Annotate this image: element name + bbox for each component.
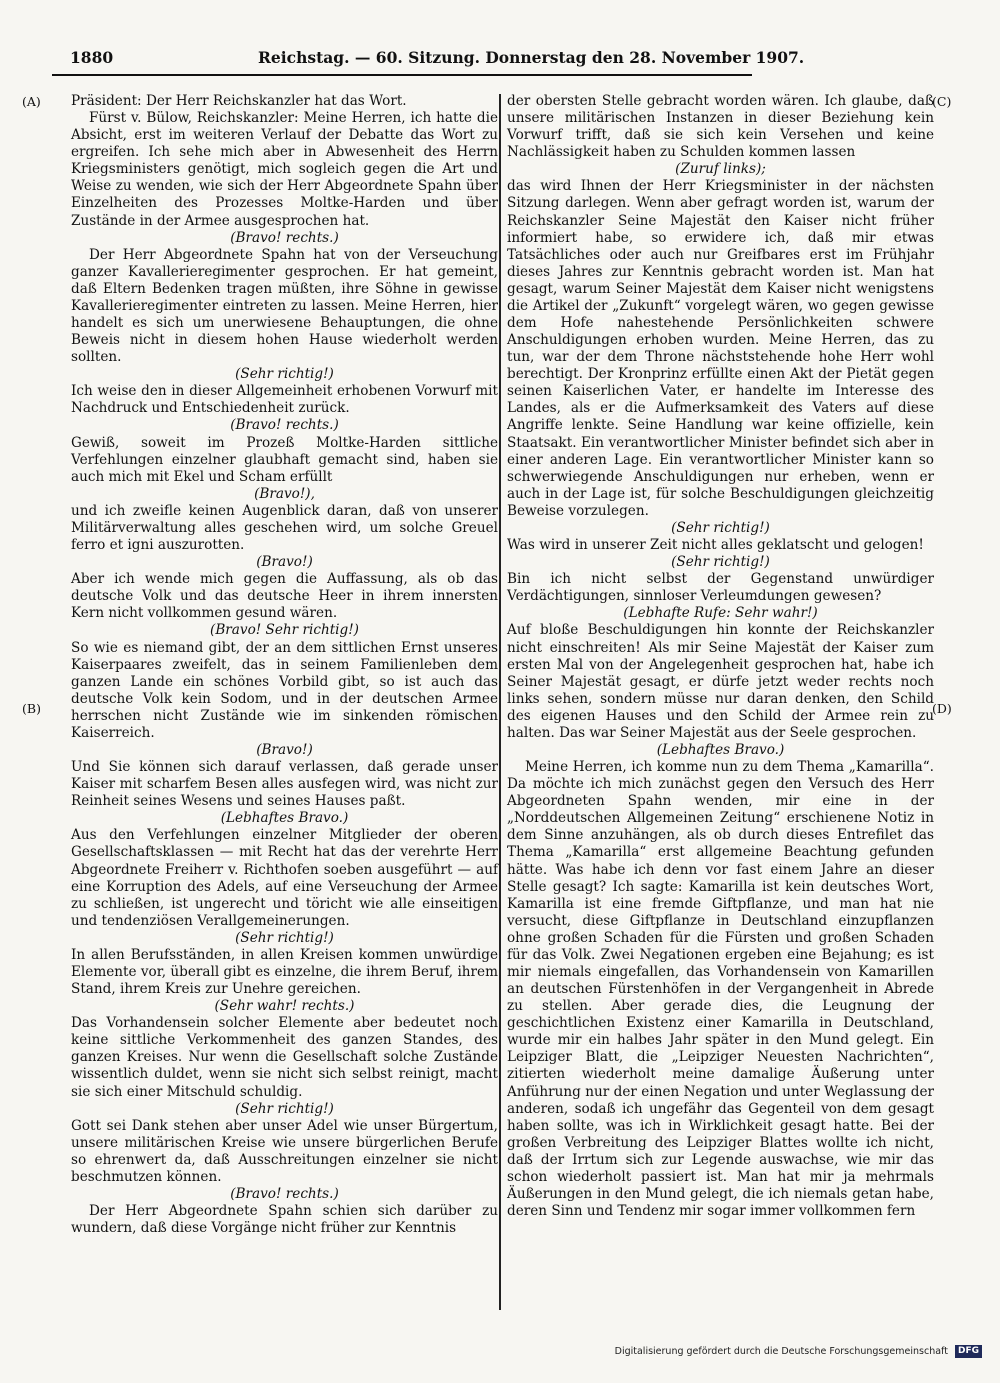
interjection: (Sehr richtig!) (235, 929, 334, 946)
paragraph: Auf bloße Beschuldigungen hin konnte der Reichskanzler nicht einschreiten! Als mir Seine Majestät der Kaiser zum ersten Mal von der Angelegenheit gesprochen hat, habe ich Seiner Majestät gesagt, er dürfe jetzt weder rechts noch links sehen, sondern müsse nur daran denken, den Schild des eigenen Hauses und den Schild der Armee rein zu halten. Das war Seiner Majestät aus der Seele gesprochen. (507, 622, 934, 741)
paragraph: Gott sei Dank stehen aber unser Adel wie unser Bürgertum, unsere militärischen Kreise wie unsere bürgerlichen Berufe so ehrenwert da, daß Ausschreitungen einzelner sie nicht beschmutzen können. (71, 1117, 498, 1185)
footer-text: Digitalisierung gefördert durch die Deutsche Forschungsgemeinschaft (614, 1346, 948, 1357)
paragraph: Der Herr Abgeordnete Spahn hat von der Verseuchung ganzer Kavallerieregimenter gesprochen. Er hat gemeint, daß Eltern Bedenken tragen müßten, ihre Söhne in gewisse Kavallerieregimenter eintreten zu lassen. Meine Herren, hier handelt es sich um unerwiesene Behauptungen, die ohne Beweis nicht in diesem hohen Hause wiederholt werden sollten. (71, 246, 498, 366)
paragraph: Der Herr Abgeordnete Spahn schien sich darüber zu wundern, daß diese Vorgänge nicht früher zur Kenntnis (71, 1203, 498, 1237)
interjection: (Sehr richtig!) (235, 366, 334, 383)
left-column (71, 93, 498, 1237)
paragraph: das wird Ihnen der Herr Kriegsminister in der nächsten Sitzung darlegen. Wenn aber gefragt worden ist, warum der Reichskanzler Seine Majestät den Kaiser nicht früher informiert habe, so erwidere ich, daß mir etwas Tatsächliches oder auch nur Greifbares erst im Frühjahr dieses Jahres zur Kenntnis gebracht worden ist. Man hat gesagt, warum Seiner Majestät dem Kaiser nicht wenigstens die Artikel der „Zukunft“ vorgelegt wären, wo gegen gewisse dem Hofe nahestehende Persönlichkeiten schwere Anschuldigungen erhoben wurden. Meine Herren, das zu tun, war der dem Throne nächststehende hohe Herr wohl berechtigt. Der Kronprinz erfüllte einen Akt der Pietät gegen seinen Kaiserlichen Vater, er handelte im Interesse des Landes, als er die Aufmerksamkeit des Vaters auf diese Angriffe lenkte. Seine Handlung war keine offizielle, kein Staatsakt. Ein verantwortlicher Minister befindet sich aber in einer anderen Lage. Ein verantwortlicher Minister kann so schwerwiegende Anschuldigungen nur erheben, wenn er auch in der Lage ist, für solche Beschuldigungen gleichzeitig Beweise vorzulegen. (507, 178, 934, 519)
footer (615, 1343, 982, 1361)
paragraph: In allen Berufsständen, in allen Kreisen kommen unwürdige Elemente vor, überall gibt es einzelne, die ihrem Beruf, ihrem Stand, ihrem Kreis zur Unehre gereichen. (71, 946, 498, 998)
paragraph: Und Sie können sich darauf verlassen, daß gerade unser Kaiser mit scharfem Besen alles ausfegen wird, was nicht zur Reinheit seines Wesens und seines Hauses paßt. (71, 759, 498, 810)
marker-c: (C) (932, 94, 952, 109)
right-column (507, 93, 934, 1220)
interjection: (Bravo! rechts.) (230, 1186, 339, 1202)
paragraph: Das Vorhandensein solcher Elemente aber bedeutet noch keine sittliche Verkommenheit des ganzen Standes, des ganzen Kreises. Nur wenn die Gesellschaft solche Zustände wissentlich duldet, wenn sie nicht sich selbst reinigt, macht sie sich einer Mitschuld schuldig. (71, 1015, 498, 1100)
interjection: (Bravo!) (256, 741, 313, 758)
interjection: (Bravo! rechts.) (230, 417, 339, 434)
interjection: (Bravo! rechts.) (230, 229, 339, 246)
header-rule (52, 74, 752, 76)
dfg-logo-icon[interactable]: DFG (955, 1345, 982, 1358)
interjection: (Sehr richtig!) (671, 554, 770, 571)
interjection: (Lebhafte Rufe: Sehr wahr!) (623, 605, 818, 622)
interjection: (Sehr richtig!) (671, 519, 770, 536)
marker-a: (A) (22, 94, 41, 109)
paragraph: und ich zweifle keinen Augenblick daran, daß von unserer Militärverwaltung alles geschehen wird, um solche Greuel ferro et igni auszurotten. (71, 502, 498, 554)
marker-d: (D) (932, 701, 952, 716)
interjection: (Lebhaftes Bravo.) (220, 810, 349, 827)
paragraph: Präsident: Der Herr Reichskanzler hat das Wort. (71, 93, 407, 109)
interjection: (Sehr richtig!) (235, 1100, 334, 1117)
paragraph: der obersten Stelle gebracht worden wären. Ich glaube, daß unsere militärischen Instanzen in dieser Beziehung kein Vorwurf trifft, daß sie sich kein Versehen und keine Nachlässigkeit haben zu Schulden kommen lassen (507, 93, 934, 161)
paragraph: Fürst v. Bülow, Reichskanzler: Meine Herren, ich hatte die Absicht, erst im weiteren Verlauf der Debatte das Wort zu ergreifen. Ich sehe mich aber in Abwesenheit des Herrn Kriegsministers genötigt, mich sogleich gegen die Art und Weise zu wenden, wie sich der Herr Abgeordnete Spahn über Einzelheiten des Prozesses Moltke-Harden und über Zustände in der Armee ausgesprochen hat. (71, 110, 498, 229)
paragraph: Bin ich nicht selbst der Gegenstand unwürdiger Verdächtigungen, sinnloser Verleumdungen gewesen? (507, 571, 934, 605)
interjection: (Zuruf links); (675, 161, 766, 178)
page-number: 1880 (70, 48, 114, 67)
column-divider (499, 94, 501, 1310)
interjection: (Lebhaftes Bravo.) (656, 741, 785, 758)
paragraph: Aber ich wende mich gegen die Auffassung, als ob das deutsche Volk und das deutsche Heer in ihrem innersten Kern nicht vollkommen gesund wären. (71, 571, 498, 622)
interjection: (Sehr wahr! rechts.) (214, 998, 355, 1015)
interjection: (Bravo! Sehr richtig!) (210, 622, 359, 639)
interjection: (Bravo!), (254, 485, 315, 502)
page-header (70, 46, 805, 70)
paragraph: Gewiß, soweit im Prozeß Moltke-Harden sittliche Verfehlungen einzelner glaubhaft gemacht sind, haben sie auch mich mit Ekel und Scham erfüllt (71, 434, 498, 485)
paragraph: Meine Herren, ich komme nun zu dem Thema „Kamarilla“. Da möchte ich mich zunächst gegen den Versuch des Herr Abgeordneten Spahn wenden, mir eine in der „Norddeutschen Allgemeinen Zeitung“ erschienene Notiz in dem Sinne anzuhängen, als ob durch dieses Entrefilet das Thema „Kamarilla“ erst allgemeine Beachtung gefunden hätte. Was habe ich denn vor fast einem Jahre an dieser Stelle gesagt? Ich sagte: Kamarilla ist kein deutsches Wort, Kamarilla ist eine fremde Giftpflanze, und man hat nie versucht, diese Giftpflanze in Deutschland einzupflanzen ohne großen Schaden für die Fürsten und großen Schaden für das Volk. Zwei Negationen ergeben eine Bejahung; es ist mir niemals eingefallen, das Vorhandensein von Kamarillen an deutschen Fürstenhöfen in der Vergangenheit in Abrede zu stellen. Aber gerade dies, die Leugnung der geschichtlichen Existenz einer Kamarilla in Deutschland, wurde mir ein halbes Jahr später in den Mund gelegt. Ein Leipziger Blatt, die „Leipziger Neuesten Nachrichten“, zitierten wiederholt meine damalige Äußerung unter Anführung nur der einen Negation und unter Weglassung der anderen, sodaß ich ungefähr das Gegenteil von dem gesagt haben sollte, was ich in Wirklichkeit gesagt hatte. Bei der großen Verbreitung des Leipziger Blattes wollte ich nicht, daß der Irrtum sich zur Legende auswachse, wie mir das schon wiederholt passiert ist. Man hat mir ja mehrmals Äußerungen in den Mund gelegt, die ich niemals getan habe, deren Sinn und Tendenz mir sogar immer vollkommen fern (507, 759, 934, 1220)
marker-b: (B) (22, 701, 41, 716)
paragraph: Aus den Verfehlungen einzelner Mitglieder der oberen Gesellschaftsklassen — mit Recht hat das der verehrte Herr Abgeordnete Freiherr v. Richthofen soeben ausgeführt — auf eine Korruption des Adels, auf eine Verseuchung der Armee zu schließen, ist ungerecht und töricht wie alle einseitigen und tendenziösen Verallgemeinerungen. (71, 827, 498, 929)
page-title: Reichstag. — 60. Sitzung. Donnerstag den 28. November 1907. (258, 48, 805, 67)
paragraph: So wie es niemand gibt, der an dem sittlichen Ernst unseres Kaiserpaares zweifelt, das in seinem Familienleben dem ganzen Lande ein schönes Vorbild gibt, so ist auch das deutsche Volk kein Sodom, und in der deutschen Armee herrschen nicht Zustände wie im sinkenden römischen Kaiserreich. (71, 639, 498, 741)
interjection: (Bravo!) (256, 554, 313, 571)
paragraph: Ich weise den in dieser Allgemeinheit erhobenen Vorwurf mit Nachdruck und Entschiedenheit zurück. (71, 383, 498, 417)
paragraph: Was wird in unserer Zeit nicht alles geklatscht und gelogen! (507, 537, 924, 554)
